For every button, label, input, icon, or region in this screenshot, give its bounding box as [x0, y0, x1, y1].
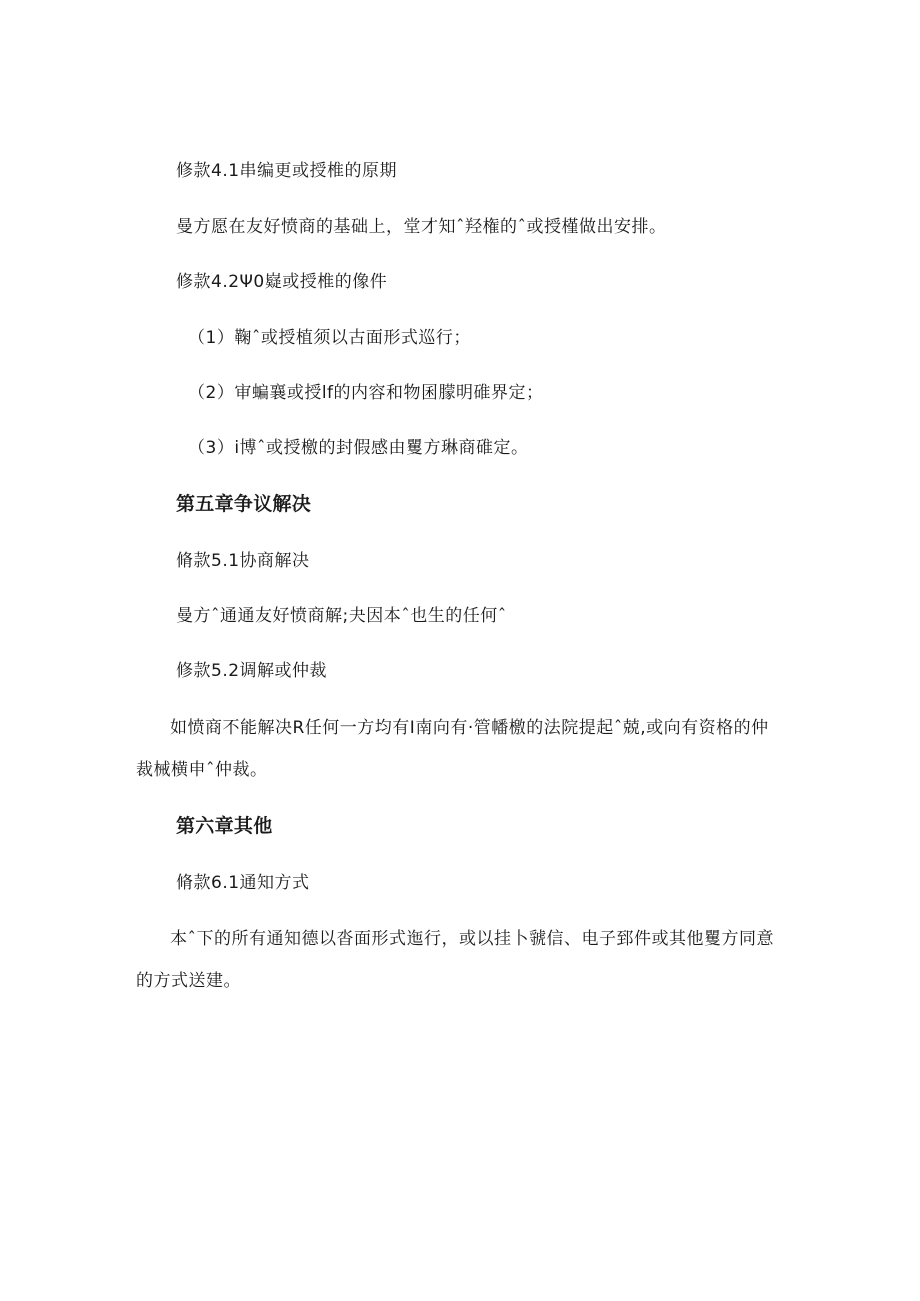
clause-6-1-title: 脩款6.1通知方式	[176, 873, 310, 893]
clause-4-2-item-3: （3）i博ˆ或授檄的封假感由矍方琳商碓定。	[188, 438, 529, 458]
clause-4-2-item-1: （1）鞠ˆ或授植须以古面形式巡行；	[188, 328, 471, 348]
chapter-5-heading: 第五章争议解决	[176, 493, 312, 515]
clause-4-1-body: 曼方愿在友好愤商的基础上，堂才知ˆ羟権的ˆ或授槿做出安排。	[176, 217, 667, 237]
clause-4-1-title: 修款4.1串编更或授椎的原期	[176, 161, 398, 181]
clause-4-2-item-2: （2）审蝙襄或授lf的内容和物囷朦明碓界定；	[188, 383, 544, 403]
clause-5-1-title: 脩款5.1协商解决	[176, 551, 310, 571]
clause-4-2-title: 修款4.2Ψ0嶷或授椎的像件	[176, 272, 388, 292]
clause-5-1-body: 曼方ˆ通通友好愤商解;夬因本ˆ也生的任何ˆ	[176, 606, 507, 626]
clause-5-2-body: 如愤商不能解决R任何一方均有I南向有·管幡檄的法院提起ˆ兢,或向有资格的仲裁械横申ˆ仲裁。	[136, 718, 769, 780]
chapter-6-heading: 第六章其他	[176, 815, 273, 837]
clause-5-2-title: 修款5.2调解或仲裁	[176, 661, 328, 681]
clause-6-1-body: 本ˆ下的所有通知德以沓面形式迤行，或以挂卜虢信、电子郅件或其他矍方同意的方式送建。	[136, 929, 774, 991]
